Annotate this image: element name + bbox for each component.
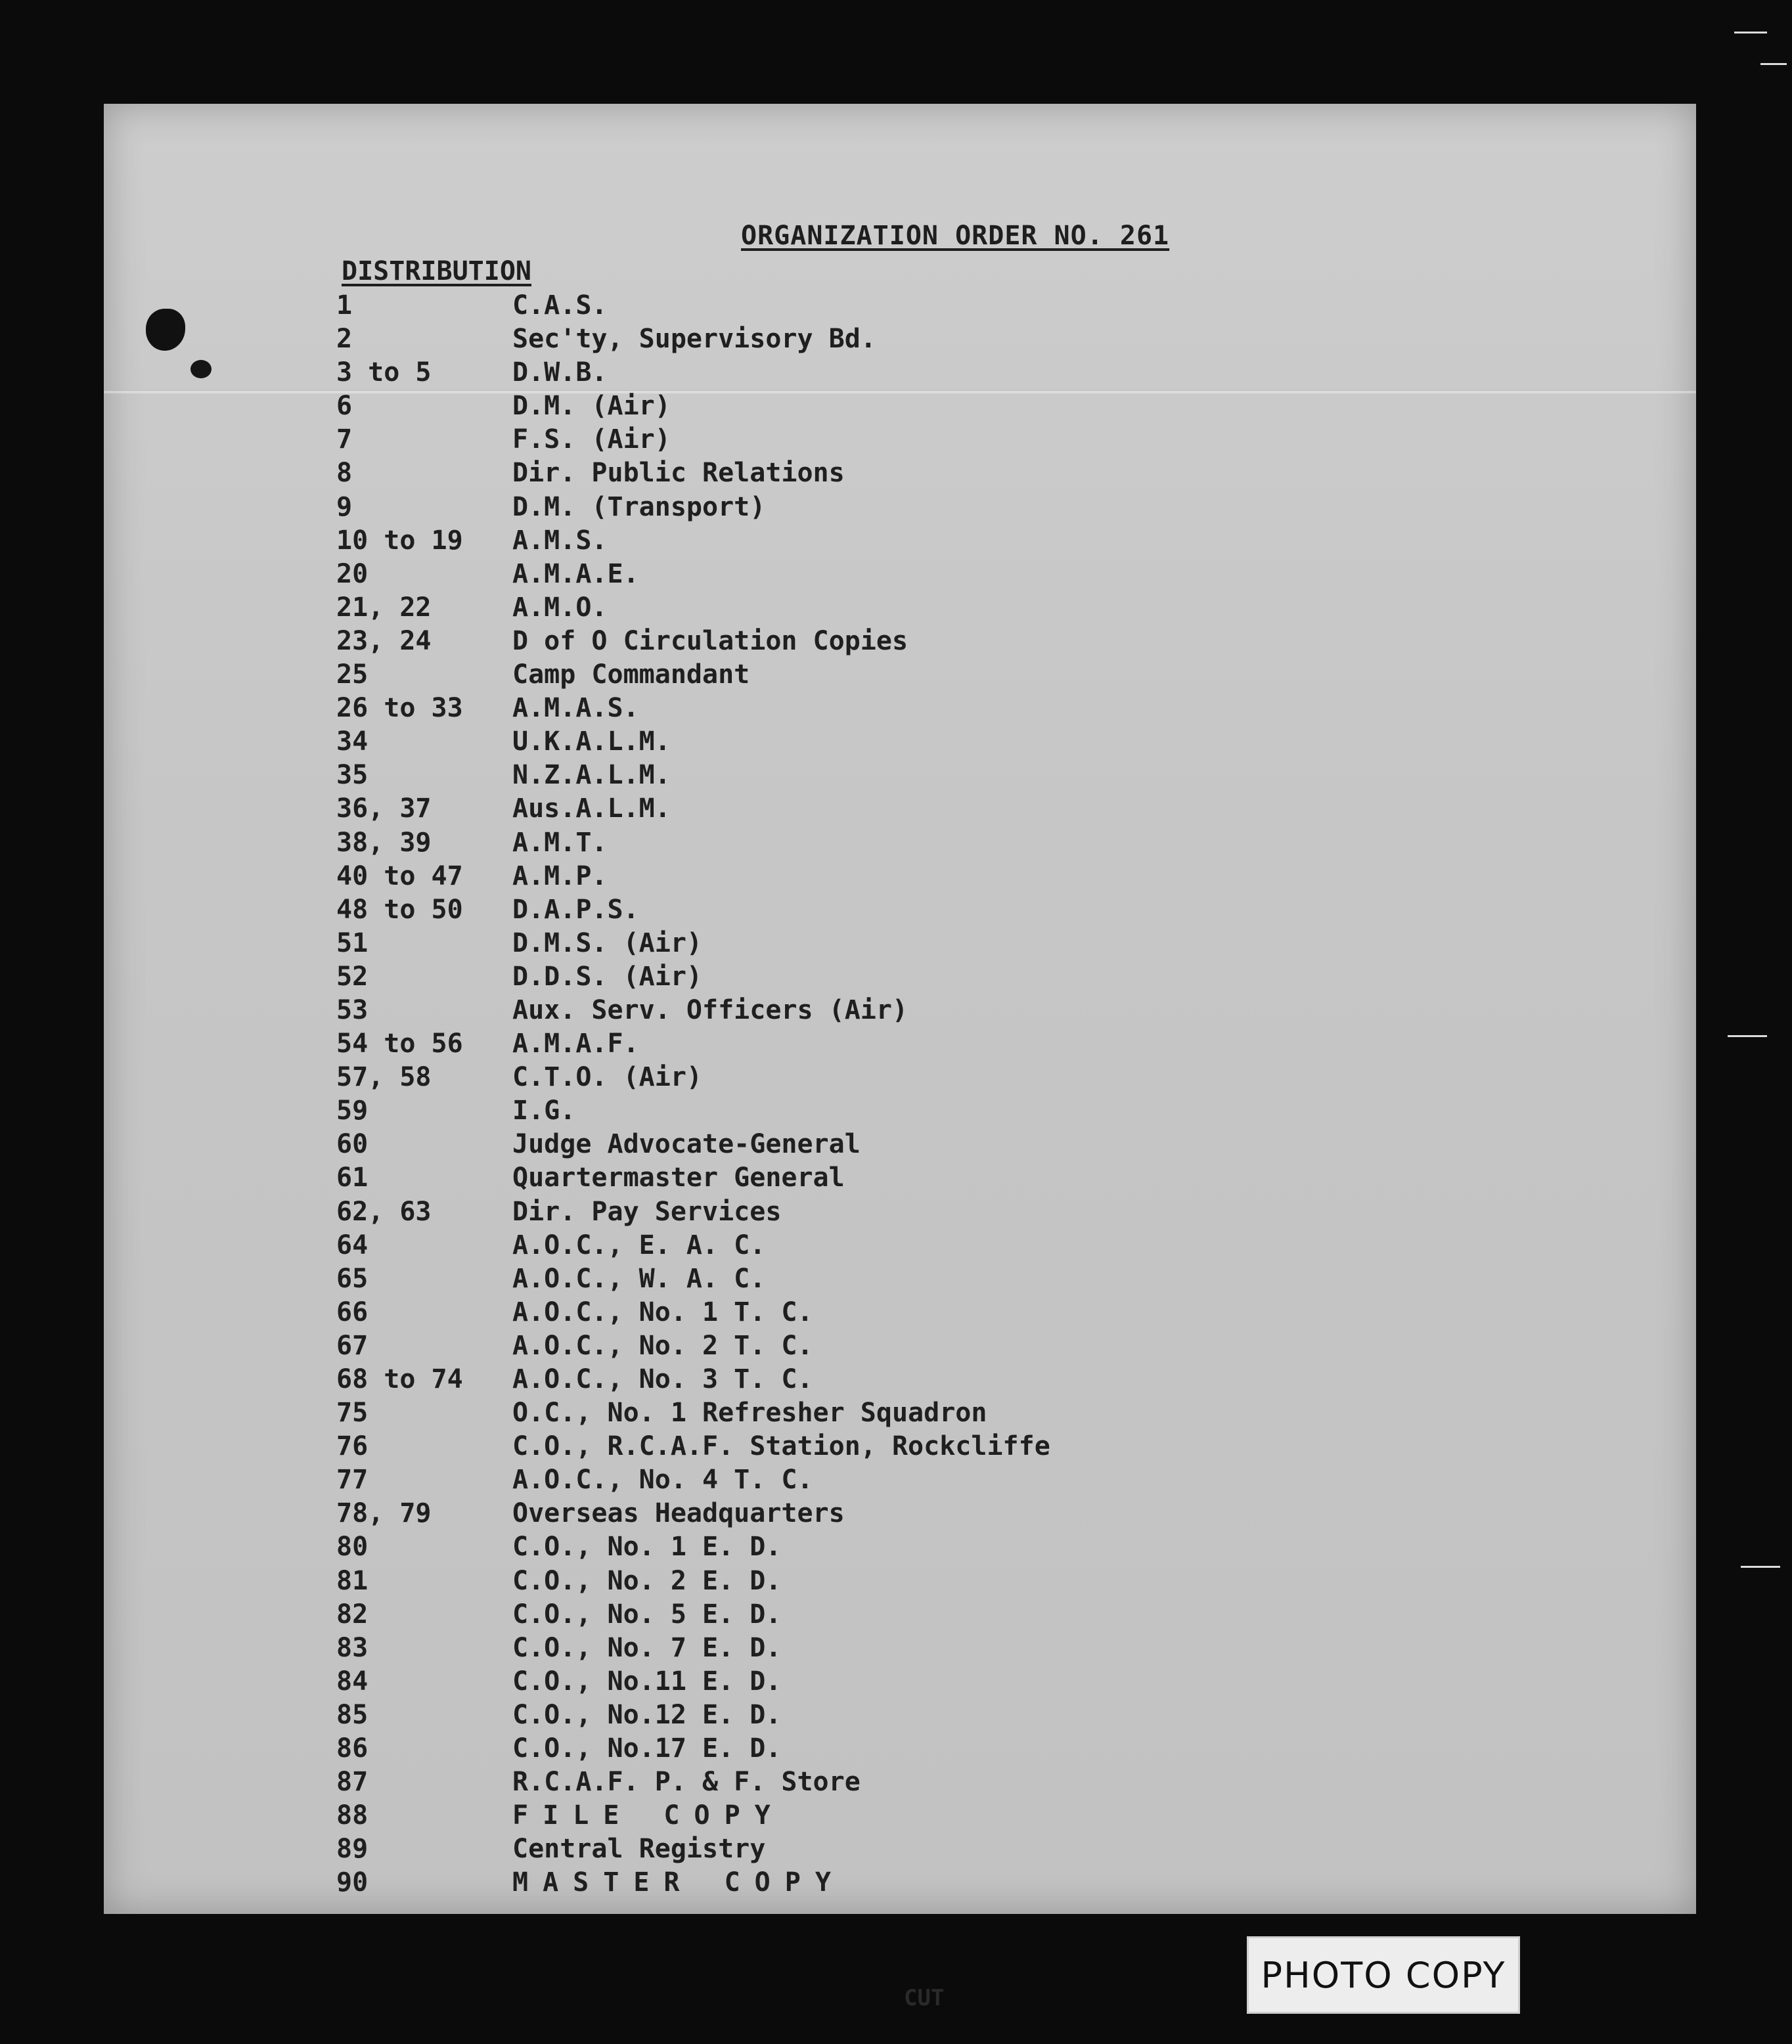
copy-number: 35 — [336, 760, 369, 791]
recipient: Sec'ty, Supervisory Bd. — [512, 324, 876, 355]
recipient: C.O., No. 7 E. D. — [512, 1632, 782, 1663]
recipient: A.M.P. — [512, 860, 608, 891]
recipient: A.M.A.S. — [512, 693, 639, 724]
edge-mark — [1741, 1566, 1780, 1568]
list-item — [336, 1229, 1050, 1262]
list-item — [336, 1061, 1050, 1094]
recipient: A.O.C., No. 4 T. C. — [512, 1465, 813, 1496]
recipient: I.G. — [512, 1096, 576, 1126]
list-item — [336, 658, 1050, 692]
recipient: C.O., No.17 E. D. — [512, 1733, 782, 1764]
list-item — [336, 1161, 1050, 1195]
recipient: A.O.C., W. A. C. — [512, 1263, 766, 1294]
recipient: Aus.A.L.M. — [512, 793, 671, 824]
copy-number: 61 — [336, 1163, 369, 1193]
list-item — [336, 1699, 1050, 1732]
list-item — [336, 1565, 1050, 1598]
recipient: R.C.A.F. P. & F. Store — [512, 1767, 861, 1798]
copy-number: 53 — [336, 994, 369, 1025]
distribution-list — [336, 289, 1050, 1900]
list-item — [336, 860, 1050, 893]
copy-number: 77 — [336, 1465, 369, 1496]
recipient: Camp Commandant — [512, 659, 750, 690]
list-item — [336, 1833, 1050, 1866]
list-item — [336, 725, 1050, 759]
recipient: N.Z.A.L.M. — [512, 760, 671, 791]
copy-number: 82 — [336, 1599, 369, 1630]
recipient: F.S. (Air) — [512, 424, 671, 455]
recipient: C.O., No.11 E. D. — [512, 1666, 782, 1697]
copy-number: 64 — [336, 1230, 369, 1260]
copy-number: 80 — [336, 1532, 369, 1563]
recipient: Quartermaster General — [512, 1163, 845, 1193]
recipient: FILE COPY — [512, 1800, 785, 1831]
copy-number: 38, 39 — [336, 827, 432, 858]
recipient: Judge Advocate-General — [512, 1129, 861, 1160]
recipient: D of O Circulation Copies — [512, 625, 908, 656]
recipient: C.O., No. 2 E. D. — [512, 1565, 782, 1596]
recipient: D.W.B. — [512, 357, 608, 388]
list-item — [336, 1296, 1050, 1329]
distribution-heading: DISTRIBUTION — [342, 256, 531, 286]
list-item — [336, 893, 1050, 927]
recipient: C.T.O. (Air) — [512, 1062, 702, 1093]
copy-number: 87 — [336, 1767, 369, 1798]
copy-number: 62, 63 — [336, 1196, 432, 1227]
copy-number: 25 — [336, 659, 369, 690]
copy-number: 48 to 50 — [336, 894, 463, 925]
recipient: C.O., No. 1 E. D. — [512, 1532, 782, 1563]
copy-number: 65 — [336, 1263, 369, 1294]
list-item — [336, 759, 1050, 792]
list-item — [336, 558, 1050, 591]
copy-number: 88 — [336, 1800, 369, 1831]
copy-number: 66 — [336, 1297, 369, 1327]
recipient: A.O.C., No. 1 T. C. — [512, 1297, 813, 1327]
list-item — [336, 524, 1050, 558]
copy-number: 51 — [336, 927, 369, 958]
copy-number: 85 — [336, 1699, 369, 1730]
copy-number: 78, 79 — [336, 1498, 432, 1529]
edge-mark — [1734, 32, 1767, 33]
recipient: A.M.O. — [512, 592, 608, 623]
recipient: Aux. Serv. Officers (Air) — [512, 994, 908, 1025]
list-item — [336, 1530, 1050, 1564]
list-item — [336, 456, 1050, 490]
list-item — [336, 1732, 1050, 1766]
copy-number: 1 — [336, 290, 353, 321]
cut-label: CUT — [904, 1985, 945, 2011]
recipient: A.M.S. — [512, 525, 608, 556]
list-item — [336, 1128, 1050, 1161]
recipient: Central Registry — [512, 1834, 766, 1865]
recipient: U.K.A.L.M. — [512, 726, 671, 757]
copy-number: 59 — [336, 1096, 369, 1126]
recipient: D.M. (Air) — [512, 391, 671, 422]
list-item — [336, 389, 1050, 423]
list-item — [336, 423, 1050, 456]
recipient: C.O., No. 5 E. D. — [512, 1599, 782, 1630]
list-item — [336, 826, 1050, 860]
copy-number: 90 — [336, 1867, 369, 1898]
list-item — [336, 1799, 1050, 1833]
copy-number: 81 — [336, 1565, 369, 1596]
recipient: C.O., No.12 E. D. — [512, 1699, 782, 1730]
copy-number: 84 — [336, 1666, 369, 1697]
list-item — [336, 1665, 1050, 1699]
edge-mark — [1728, 1035, 1767, 1037]
list-item — [336, 792, 1050, 826]
copy-number: 36, 37 — [336, 793, 432, 824]
recipient: A.M.A.E. — [512, 558, 639, 589]
list-item — [336, 1430, 1050, 1463]
recipient: A.M.T. — [512, 827, 608, 858]
recipient: Dir. Pay Services — [512, 1196, 782, 1227]
list-item — [336, 1094, 1050, 1128]
recipient: Dir. Public Relations — [512, 458, 845, 489]
recipient: MASTER COPY — [512, 1867, 845, 1898]
copy-number: 52 — [336, 961, 369, 992]
stamp-text: PHOTO COPY — [1261, 1954, 1506, 1996]
list-item — [336, 1027, 1050, 1061]
copy-number: 9 — [336, 491, 353, 522]
copy-number: 83 — [336, 1632, 369, 1663]
list-item — [336, 491, 1050, 524]
copy-number: 34 — [336, 726, 369, 757]
list-item — [336, 994, 1050, 1027]
copy-number: 10 to 19 — [336, 525, 463, 556]
copy-number: 89 — [336, 1834, 369, 1865]
copy-number: 21, 22 — [336, 592, 432, 623]
recipient: Overseas Headquarters — [512, 1498, 845, 1529]
list-item — [336, 1363, 1050, 1396]
copy-number: 57, 58 — [336, 1062, 432, 1093]
copy-number: 7 — [336, 424, 353, 455]
recipient: A.O.C., E. A. C. — [512, 1230, 766, 1260]
copy-number: 68 to 74 — [336, 1364, 463, 1394]
list-item — [336, 1396, 1050, 1430]
list-item — [336, 322, 1050, 356]
list-item — [336, 356, 1050, 389]
copy-number: 23, 24 — [336, 625, 432, 656]
copy-number: 86 — [336, 1733, 369, 1764]
recipient: A.O.C., No. 3 T. C. — [512, 1364, 813, 1394]
recipient: D.M. (Transport) — [512, 491, 766, 522]
list-item — [336, 1195, 1050, 1229]
list-item — [336, 289, 1050, 322]
copy-number: 2 — [336, 324, 353, 355]
copy-number: 8 — [336, 458, 353, 489]
list-item — [336, 1262, 1050, 1296]
list-item — [336, 1329, 1050, 1363]
copy-number: 6 — [336, 391, 353, 422]
copy-number: 67 — [336, 1330, 369, 1361]
copy-number: 20 — [336, 558, 369, 589]
recipient: D.M.S. (Air) — [512, 927, 702, 958]
list-item — [336, 591, 1050, 625]
list-item — [336, 1766, 1050, 1799]
recipient: C.A.S. — [512, 290, 608, 321]
list-item — [336, 1463, 1050, 1497]
list-item — [336, 1632, 1050, 1665]
copy-number: 40 to 47 — [336, 860, 463, 891]
list-item — [336, 960, 1050, 994]
recipient: D.D.S. (Air) — [512, 961, 702, 992]
copy-number: 76 — [336, 1431, 369, 1462]
list-item — [336, 692, 1050, 725]
recipient: A.O.C., No. 2 T. C. — [512, 1330, 813, 1361]
copy-number: 3 to 5 — [336, 357, 432, 388]
copy-number: 75 — [336, 1398, 369, 1429]
ink-blot — [190, 360, 212, 378]
recipient: C.O., R.C.A.F. Station, Rockcliffe — [512, 1431, 1050, 1462]
list-item — [336, 1598, 1050, 1632]
list-item — [336, 927, 1050, 960]
edge-mark — [1760, 63, 1787, 65]
recipient: A.M.A.F. — [512, 1029, 639, 1059]
recipient: O.C., No. 1 Refresher Squadron — [512, 1398, 987, 1429]
recipient: D.A.P.S. — [512, 894, 639, 925]
order-title: ORGANIZATION ORDER NO. 261 — [741, 221, 1170, 251]
list-item — [336, 1497, 1050, 1530]
copy-number: 26 to 33 — [336, 693, 463, 724]
list-item — [336, 1866, 1050, 1900]
list-item — [336, 625, 1050, 658]
copy-number: 54 to 56 — [336, 1029, 463, 1059]
copy-number: 60 — [336, 1129, 369, 1160]
photo-copy-stamp — [1247, 1936, 1520, 2014]
